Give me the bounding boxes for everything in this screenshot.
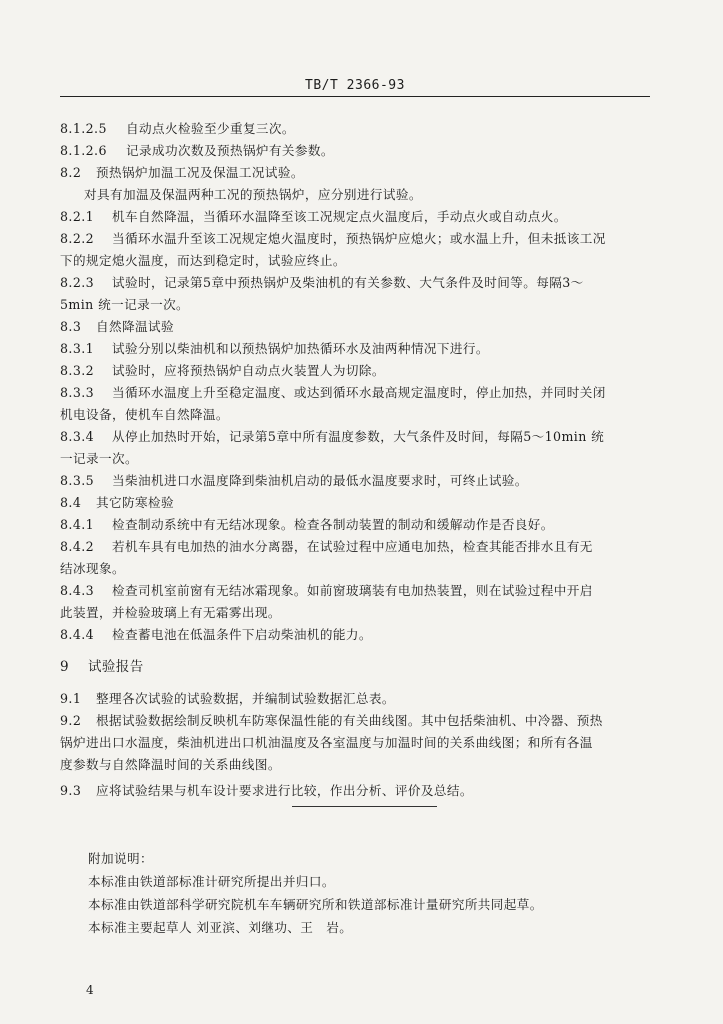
clause-line: 8.2 预热锅炉加温工况及保温工况试验。 (60, 165, 304, 180)
clause-line: 一记录一次。 (60, 451, 138, 466)
clause-line: 8.3.1 试验分别以柴油机和以预热锅炉加热循环水及油两种情况下进行。 (60, 341, 489, 356)
clause-line: 此装置，并检验玻璃上有无霜雾出现。 (60, 605, 281, 620)
clause-line: 下的规定熄火温度，而达到稳定时，试验应终止。 (60, 253, 346, 268)
note-line: 本标准主要起草人 刘亚滨、刘继功、王 岩。 (88, 920, 353, 935)
clause-line: 度参数与自然降温时间的关系曲线图。 (60, 757, 281, 772)
clause-line: 9.3 应将试验结果与机车设计要求进行比较，作出分析、评价及总结。 (60, 783, 473, 798)
clause-line: 8.3.5 当柴油机进口水温度降到柴油机启动的最低水温度要求时，可终止试验。 (60, 473, 528, 488)
clause-line: 8.1.2.6 记录成功次数及预热锅炉有关参数。 (60, 143, 334, 158)
clause-line: 8.3.4 从停止加热时开始，记录第5章中所有温度参数，大气条件及时间，每隔5～10min 统 (60, 429, 605, 444)
clause-line: 对具有加温及保温两种工况的预热锅炉，应分别进行试验。 (84, 187, 422, 202)
clause-line: 结冰现象。 (60, 561, 125, 576)
section-divider (292, 806, 437, 807)
clause-line: 机电设备，使机车自然降温。 (60, 407, 229, 422)
clause-line: 8.4.2 若机车具有电加热的油水分离器，在试验过程中应通电加热，检查其能否排水且有无 (60, 539, 593, 554)
clause-line: 8.4.4 检查蓄电池在低温条件下启动柴油机的能力。 (60, 627, 372, 642)
page-number: 4 (86, 983, 94, 997)
clause-line: 9.1 整理各次试验的试验数据，并编制试验数据汇总表。 (60, 691, 395, 706)
section-heading: 9 试验报告 (60, 659, 144, 675)
clause-line: 8.3.3 当循环水温度上升至稳定温度、或达到循环水最高规定温度时，停止加热，并同时关闭 (60, 385, 606, 400)
clause-line: 8.2.3 试验时，记录第5章中预热锅炉及柴油机的有关参数、大气条件及时间等。每隔3～ (60, 275, 584, 290)
note-line: 本标准由铁道部科学研究院机车车辆研究所和铁道部标准计量研究所共同起草。 (88, 897, 543, 912)
clause-line: 8.3 自然降温试验 (60, 319, 174, 334)
clause-line: 8.1.2.5 自动点火检验至少重复三次。 (60, 121, 295, 136)
note-line: 本标准由铁道部标准计研究所提出并归口。 (88, 874, 335, 889)
clause-line: 9.2 根据试验数据绘制反映机车防寒保温性能的有关曲线图。其中包括柴油机、中冷器、预热 (60, 713, 603, 728)
clause-line: 5min 统一记录一次。 (60, 297, 190, 312)
clause-line: 8.4 其它防寒检验 (60, 495, 174, 510)
clause-line: 锅炉进出口水温度，柴油机进出口机油温度及各室温度与加温时间的关系曲线图；和所有各温 (60, 735, 593, 750)
clause-line: 8.3.2 试验时，应将预热锅炉自动点火装置人为切除。 (60, 363, 385, 378)
note-title: 附加说明： (88, 851, 153, 866)
clause-line: 8.2.1 机车自然降温，当循环水温降至该工况规定点火温度后，手动点火或自动点火。 (60, 209, 567, 224)
header-rule (60, 96, 650, 97)
clause-line: 8.4.3 检查司机室前窗有无结冰霜现象。如前窗玻璃装有电加热装置，则在试验过程中开启 (60, 583, 593, 598)
clause-line: 8.2.2 当循环水温升至该工况规定熄火温度时，预热锅炉应熄火；或水温上升，但未抵该工况 (60, 231, 606, 246)
clause-line: 8.4.1 检查制动系统中有无结冰现象。检查各制动装置的制动和缓解动作是否良好。 (60, 517, 554, 532)
standard-code-header: TB/T 2366-93 (305, 78, 405, 93)
